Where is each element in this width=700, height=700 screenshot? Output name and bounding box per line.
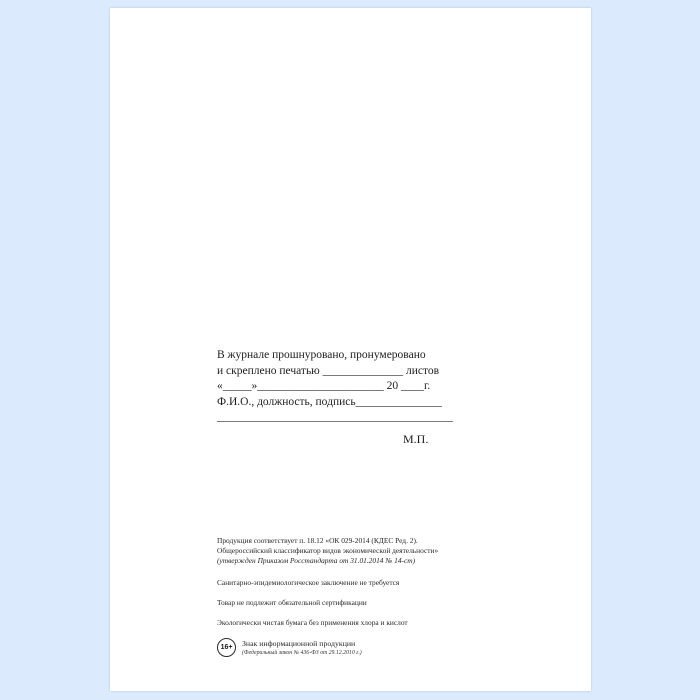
product-compliance-paragraph bbox=[217, 536, 547, 567]
product-compliance-line-1: Продукция соответствует п. 18.12 «ОК 029-2014 (КДЕС Ред. 2). bbox=[217, 536, 418, 545]
age-rating-row bbox=[217, 638, 547, 657]
certification-date-line: «_____»______________________ 20 ____г. bbox=[217, 380, 431, 392]
product-compliance-line-3-text: (утвержден Приказом Росстандарта от 31.01.2014 № 14-ст) bbox=[217, 556, 416, 566]
age-rating-badge-icon: 16+ bbox=[217, 638, 236, 657]
certification-note: Товар не подлежит обязательной сертификации bbox=[217, 597, 367, 607]
age-rating-law-reference: (Федеральный закон № 436-ФЗ от 29.12.2010 г.) bbox=[242, 649, 362, 656]
certification-line-1: В журнале прошнуровано, пронумеровано bbox=[217, 349, 426, 361]
legal-footer-block bbox=[217, 536, 547, 657]
product-compliance-line-2: Общероссийский классификатор видов экономической деятельности» bbox=[217, 546, 439, 556]
age-rating-text bbox=[242, 638, 362, 657]
eco-paper-note: Экологически чистая бумага без применения хлора и кислот bbox=[217, 618, 408, 628]
certification-line-2: и скреплено печатью ______________ листов bbox=[217, 364, 440, 377]
product-compliance-line-3 bbox=[217, 556, 547, 566]
page-content bbox=[110, 8, 591, 691]
certification-block bbox=[217, 348, 547, 426]
certification-signature-line: Ф.И.О., должность, подпись_______________ bbox=[217, 395, 442, 408]
age-rating-title: Знак информационной продукции bbox=[242, 639, 356, 649]
document-page bbox=[110, 8, 591, 691]
stamp-place-label: М.П. bbox=[403, 432, 429, 446]
certification-blank-rule: _________________________________________ bbox=[217, 411, 453, 423]
sanitary-note: Санитарно-эпидемиологическое заключение не требуется bbox=[217, 577, 400, 587]
